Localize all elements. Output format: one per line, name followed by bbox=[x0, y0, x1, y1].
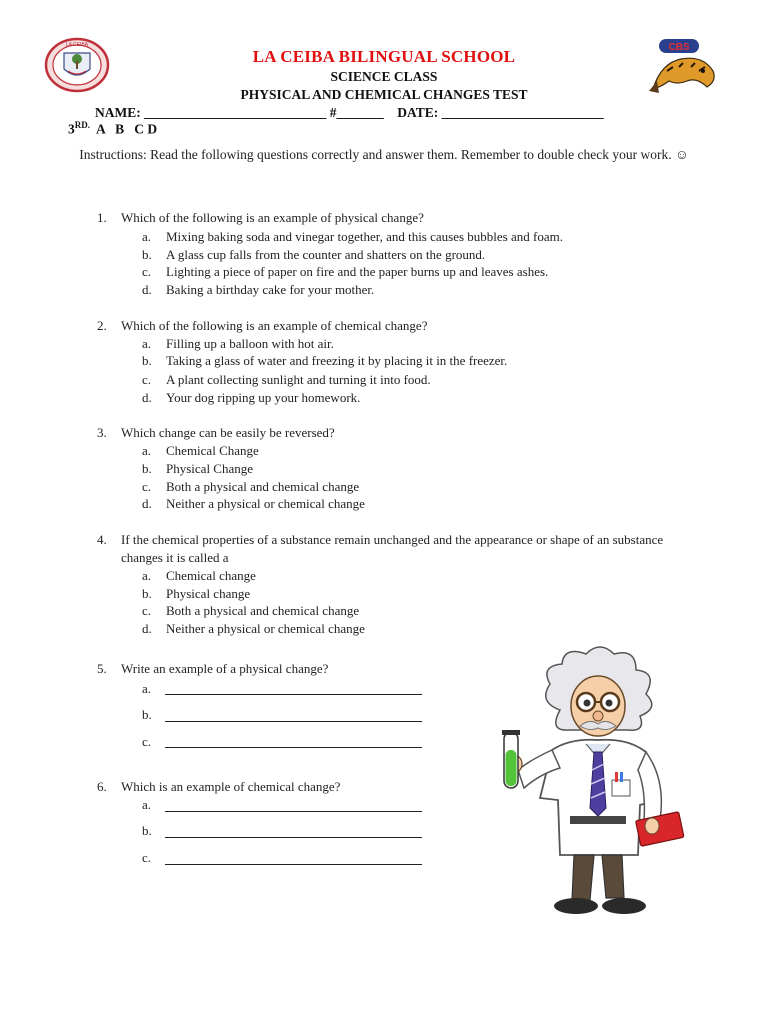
question-2: 2. Which of the following is an example of chemical change? bbox=[97, 318, 428, 333]
svg-text:CBS: CBS bbox=[668, 42, 690, 53]
question-1: 1. Which of the following is an example of physical change? bbox=[97, 210, 424, 225]
q5-blank-a-label: a. bbox=[142, 681, 152, 696]
q6-blank-c-label: c. bbox=[142, 850, 152, 865]
question-4: 4. If the chemical properties of a substance remain unchanged and the appearance or shape of an substance changes it is called a bbox=[97, 532, 664, 565]
q2-option-a[interactable]: a. Filling up a balloon with hot air. bbox=[142, 336, 334, 351]
grade-section-letters[interactable]: A B C D bbox=[90, 121, 158, 137]
q1-option-d[interactable]: d. Baking a birthday cake for your mother. bbox=[142, 282, 375, 297]
q3-option-a[interactable]: a. Chemical Change bbox=[142, 443, 259, 458]
question-5: 5. Write an example of a physical change? bbox=[97, 661, 329, 676]
question-6: 6. Which is an example of chemical change? bbox=[97, 779, 341, 794]
q5-answer-line-b[interactable] bbox=[165, 721, 422, 722]
question-3: 3. Which change can be easily be reversed? bbox=[97, 425, 335, 440]
scientist-holding-test-tube-icon bbox=[490, 640, 685, 925]
q5-blank-c-label: c. bbox=[142, 734, 152, 749]
q5-blank-b-label: b. bbox=[142, 707, 152, 722]
q4-option-c[interactable]: c. Both a physical and chemical change bbox=[142, 603, 360, 618]
instructions: Instructions: Read the following questions correctly and answer them. Remember to double check your work. ☺ bbox=[79, 147, 689, 162]
q6-answer-line-a[interactable] bbox=[165, 811, 422, 812]
q4-option-a[interactable]: a. Chemical change bbox=[142, 568, 256, 583]
q4-option-d[interactable]: d. Neither a physical or chemical change bbox=[142, 621, 365, 636]
q3-option-c[interactable]: c. Both a physical and chemical change bbox=[142, 479, 360, 494]
grade-sections bbox=[68, 120, 157, 138]
grade-number: 3 bbox=[68, 121, 75, 137]
q1-option-c[interactable]: c. Lighting a piece of paper on fire and the paper burns up and leaves ashes. bbox=[142, 264, 549, 279]
name-date-line[interactable]: NAME: ___________________________ #_______ DATE: ________________________ bbox=[95, 105, 604, 120]
class-name: SCIENCE CLASS bbox=[330, 69, 438, 84]
school-name: LA CEIBA BILINGUAL SCHOOL bbox=[252, 47, 516, 66]
q6-answer-line-c[interactable] bbox=[165, 864, 422, 865]
q5-answer-line-a[interactable] bbox=[165, 694, 422, 695]
q6-blank-a-label: a. bbox=[142, 797, 152, 812]
q3-option-b[interactable]: b. Physical Change bbox=[142, 461, 254, 476]
test-title: PHYSICAL AND CHEMICAL CHANGES TEST bbox=[240, 87, 528, 102]
q1-option-b[interactable]: b. A glass cup falls from the counter and shatters on the ground. bbox=[142, 247, 486, 262]
q5-answer-line-c[interactable] bbox=[165, 747, 422, 748]
grade-suffix: RD. bbox=[74, 120, 90, 130]
q1-option-a[interactable]: a. Mixing baking soda and vinegar together, and this causes bubbles and foam. bbox=[142, 229, 563, 244]
q6-blank-b-label: b. bbox=[142, 823, 152, 838]
q2-option-d[interactable]: d. Your dog ripping up your homework. bbox=[142, 390, 361, 405]
q3-option-d[interactable]: d. Neither a physical or chemical change bbox=[142, 496, 365, 511]
q6-answer-line-b[interactable] bbox=[165, 837, 422, 838]
q4-option-b[interactable]: b. Physical change bbox=[142, 586, 251, 601]
q2-option-c[interactable]: c. A plant collecting sunlight and turning it into food. bbox=[142, 372, 431, 387]
q2-option-b[interactable]: b. Taking a glass of water and freezing it by placing it in the freezer. bbox=[142, 353, 508, 368]
svg-text:LA CEIBA: LA CEIBA bbox=[65, 42, 89, 48]
